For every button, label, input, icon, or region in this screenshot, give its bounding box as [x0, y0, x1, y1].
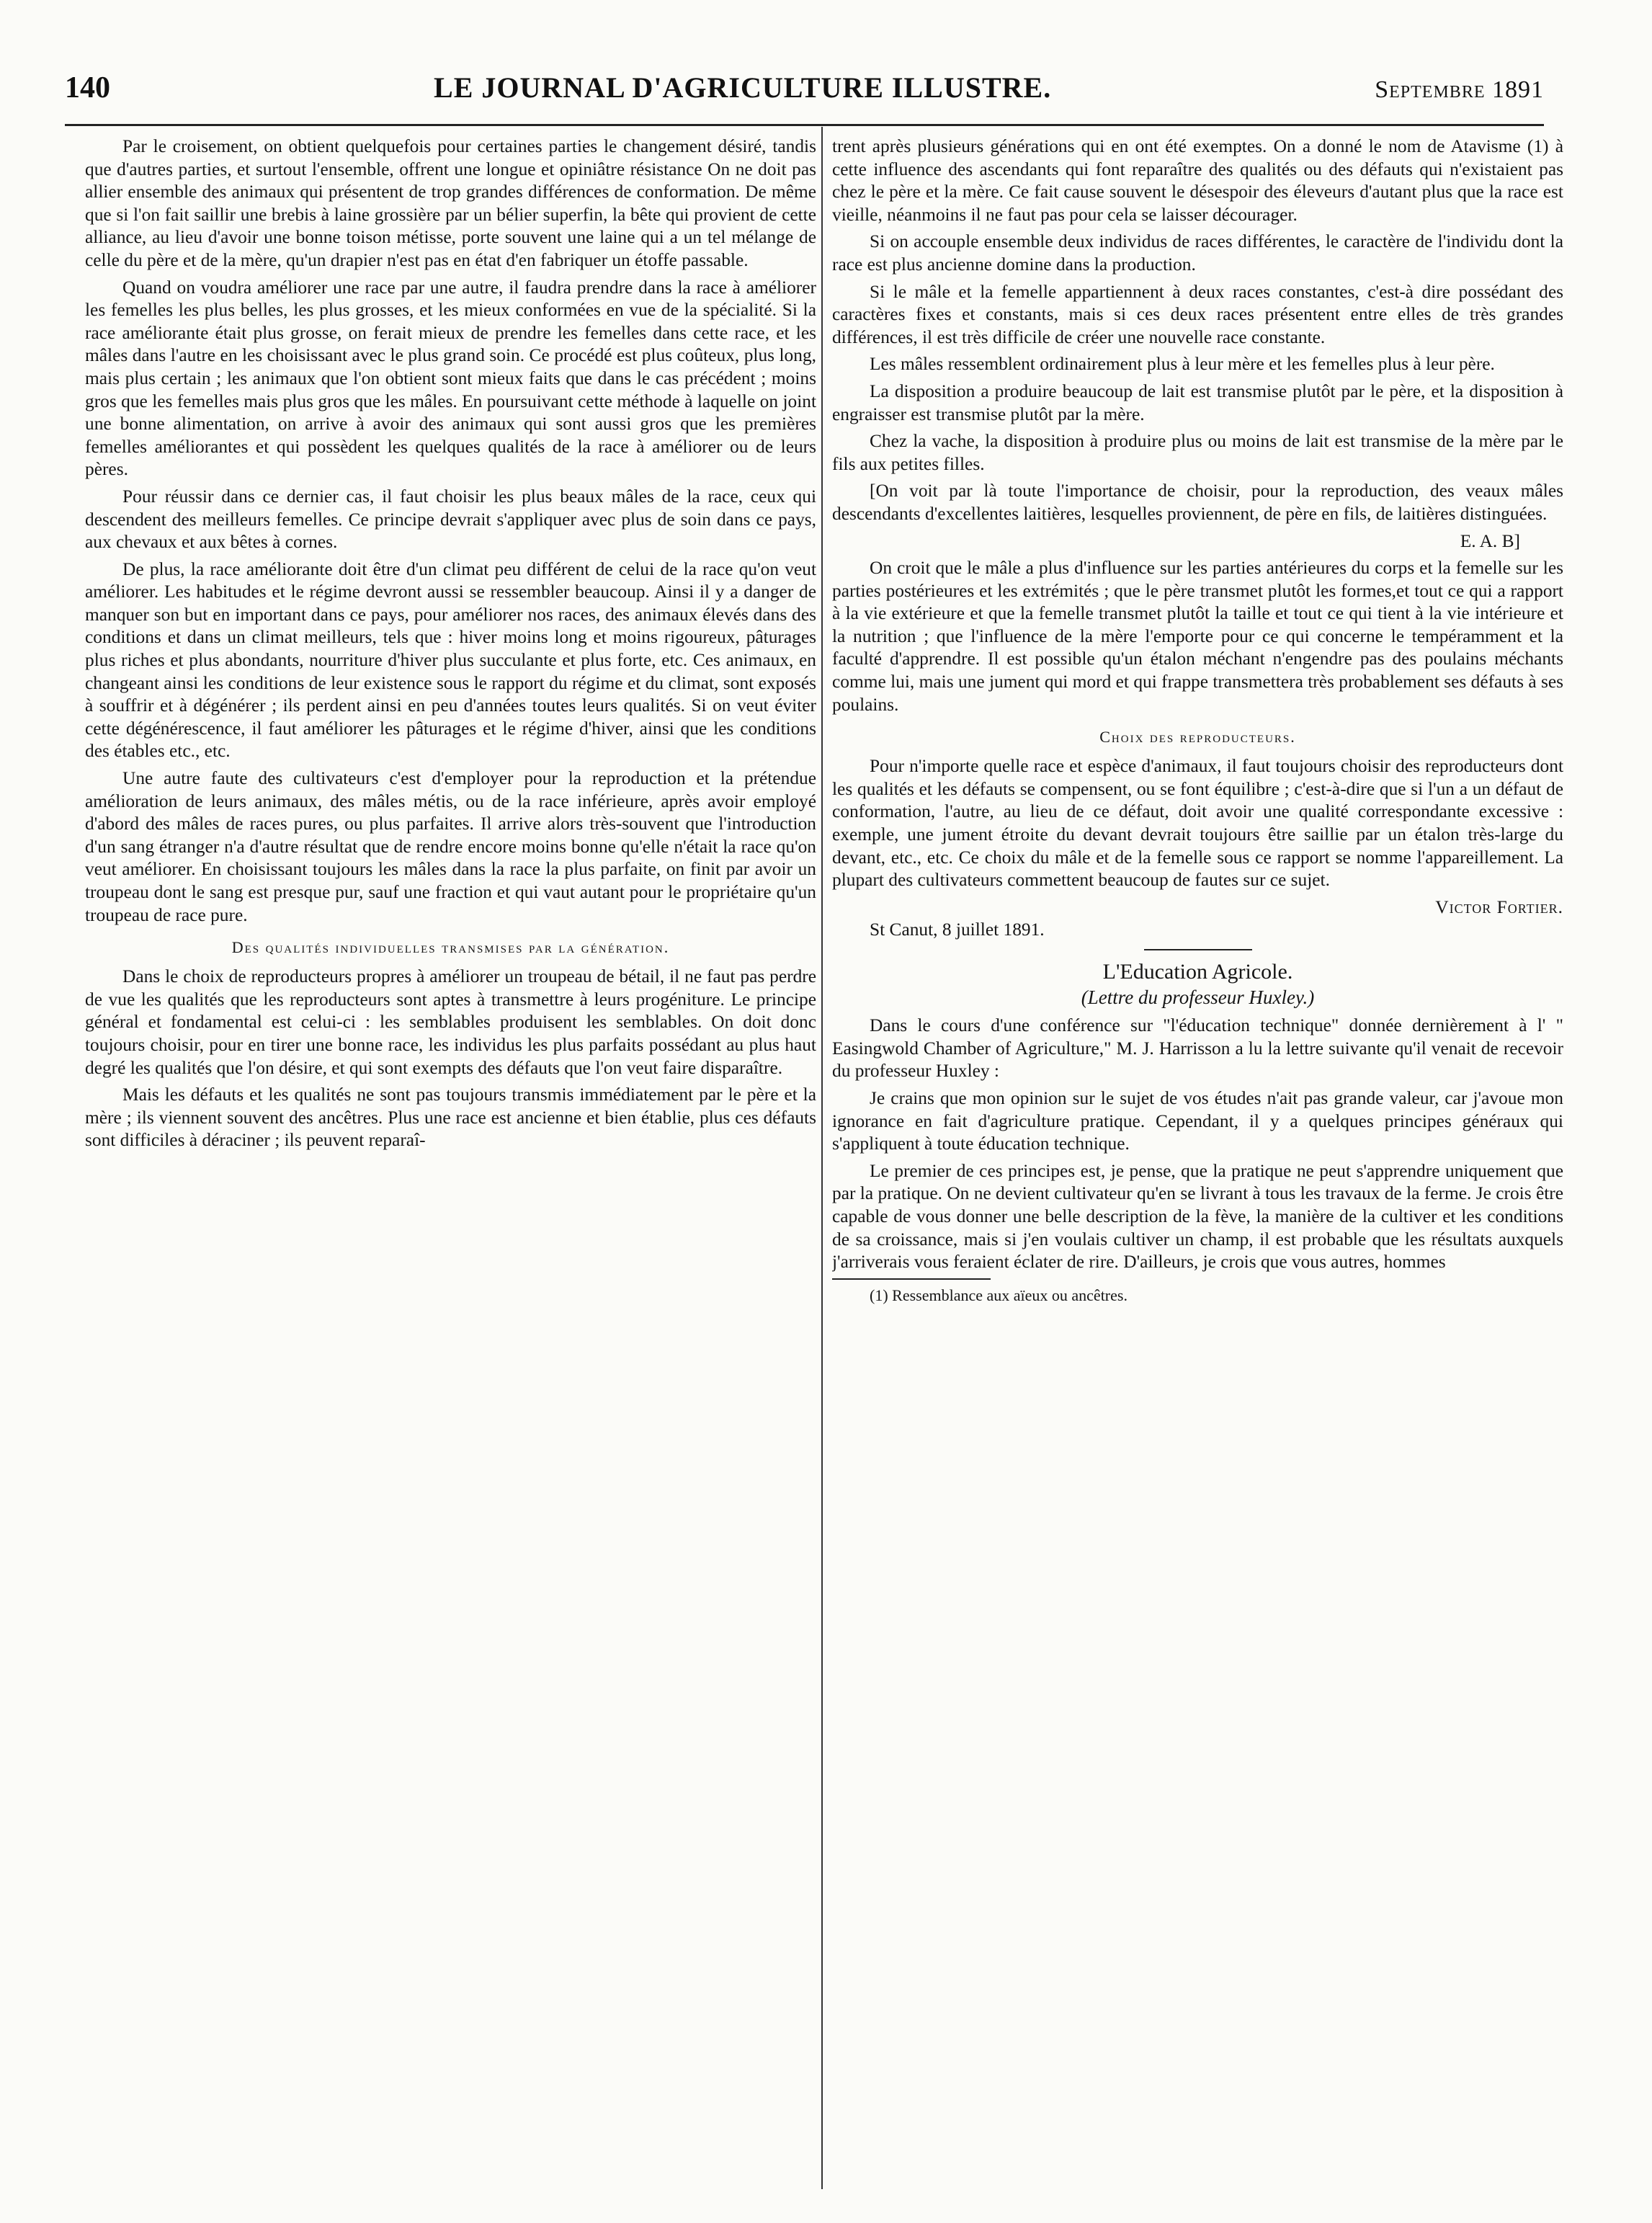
article-title: L'Education Agricole.	[1102, 960, 1293, 984]
signature-line	[832, 896, 1563, 919]
issue-date: Septembre 1891	[1375, 76, 1544, 103]
paragraph: Pour n'importe quelle race et espèce d'animaux, il faut toujours choisir des reproducteurs dont les qualités et les défauts se compensent, ou se font équilibre ; c'est-à-dire que si l'un a un défaut de conformation, l'autre, au lieu de ce défaut, doit avoir une qualité correspondante excessive : exemple, une jument étroite du devant devrait toujours être saillie par un étalon très-large du devant, etc., etc. Ce choix du mâle et de la femelle sous ce rapport se nomme l'appareillement. La plupart des cultivateurs commettent beaucoup de fautes sur ce sujet.	[832, 756, 1563, 891]
footnote: (1) Ressemblance aux aïeux ou ancêtres.	[870, 1286, 1128, 1304]
editor-note: [On voit par là toute l'importance de choisir, pour la reproduction, des veaux mâles descendants d'excellentes laitières, lesquelles proviennent, de père en fils, de laitières distinguées.	[832, 481, 1563, 524]
paragraph: La disposition a produire beaucoup de lait est transmise plutôt par le père, et la disposition à engraisser est transmise plutôt par la mère.	[832, 380, 1563, 424]
left-column	[85, 135, 816, 2189]
paragraph: Dans le cours d'une conférence sur "l'éducation technique" donnée dernièrement à l' " Easingwold Chamber of Agriculture," M. J. Harrisson a lu la lettre suivante qu'il venait de recevoir du professeur Huxley :	[832, 1015, 1563, 1082]
paragraph: Mais les défauts et les qualités ne sont pas toujours transmis immédiatement par le père et la mère ; ils viennent souvent des ancêtres. Plus une race est ancienne et bien établie, plus ces défauts sont difficiles à déraciner ; ils peuvent reparaî-	[85, 1084, 816, 1151]
section-heading: Choix des reproducteurs.	[1099, 728, 1296, 747]
column-divider	[821, 127, 823, 2189]
paragraph: Les mâles ressemblent ordinairement plus à leur mère et les femelles plus à leur père.	[870, 354, 1495, 375]
paragraph: Dans le choix de reproducteurs propres à améliorer un troupeau de bétail, il ne faut pas perdre de vue les qualités que les reproducteurs sont aptes à transmettre à leurs progéniture. Le principe général et fondamental est celui-ci : les semblables produisent les semblables. On doit donc toujours choisir, pour en tirer une bonne race, les individus les plus parfaits possédant au plus haut degré les qualités que l'on désire, et qui sont exempts des défauts que l'on veut faire disparaître.	[85, 966, 816, 1078]
paragraph: trent après plusieurs générations qui en ont été exemptes. On a donné le nom de Atavisme (1) à cette influence des ascendants qui font reparaître des qualités ou des défauts qui n'existaient pas chez le père et la mère. Ce fait cause souvent le désespoir des éleveurs d'autant plus que la race est vieille, néanmoins il ne faut pas pour cela se laisser décourager.	[832, 136, 1563, 225]
journal-title: LE JOURNAL D'AGRICULTURE ILLUSTRE.	[434, 71, 1052, 104]
author-signature: Victor Fortier.	[1435, 896, 1563, 917]
article-subtitle: (Lettre du professeur Huxley.)	[1081, 986, 1315, 1008]
paragraph: Si le mâle et la femelle appartiennent à deux races constantes, c'est-à dire possédant des caractères fixes et constants, mais si ces deux races présentent entre elles de très grandes différences, il est très difficile de créer une nouvelle race constante.	[832, 281, 1563, 347]
page-number: 140	[65, 71, 110, 104]
paragraph: Chez la vache, la disposition à produire plus ou moins de lait est transmise de la mère par le fils aux petites filles.	[832, 431, 1563, 474]
footnote-rule	[832, 1278, 991, 1280]
editor-initials: E. A. B]	[1460, 530, 1520, 551]
paragraph: Une autre faute des cultivateurs c'est d'employer pour la reproduction et la prétendue amélioration de leurs animaux, des mâles métis, ou de la race inférieure, après avoir employé d'abord des mâles de races pures, ou plus parfaites. Il arrive alors très-souvent que l'introduction d'un sang étranger n'a d'autre résultat que de rendre encore moins bonne qu'elle n'était la race qu'on veut améliorer. En choisissant toujours les mâles dans la race la plus parfaite, on finit par avoir un troupeau dont le sang est presque pur, sauf une fraction et qui vaut autant pour le propriétaire qu'un troupeau de race pure.	[85, 768, 816, 925]
paragraph: On croit que le mâle a plus d'influence sur les parties antérieures du corps et la femelle sur les parties postérieures et les extrémités ; que le père transmet plutôt les formes,et tout ce qui a rapport à la vie extérieure et que la femelle transmet plutôt la taille et tout ce qui tient à la vie intérieure et la nutrition ; que l'influence de la mère l'emporte pour ce qui concerne le tempéramment et la faculté d'apprendre. Il est possible qu'un étalon méchant n'engendre pas des poulains méchants comme lui, mais une jument qui mord et qui frappe transmettera très probablement ses défauts à ses poulains.	[832, 558, 1563, 715]
header-rule	[65, 124, 1544, 126]
paragraph: Quand on voudra améliorer une race par une autre, il faudra prendre dans la race à améliorer les femelles les plus belles, les plus grosses, et les mieux conformées en vue de la spécialité. Si la race améliorante était plus grosse, on ferait mieux de prendre les femelles dans cette race, et les mâles dans l'autre en les choisissant avec le plus grand soin. Ce procédé est plus coûteux, plus long, mais plus certain ; les animaux que l'on obtient sont mieux faits que dans le cas précédent ; moins gros que les femelles mais plus gros que les mâles. En poursuivant cette méthode à laquelle on joint une bonne alimentation, on arrive à avoir des animaux qui sont aussi gros que les premières femelles améliorantes et qui possèdent les quelques qualités de la race à améliorer ou de leurs pères.	[85, 277, 816, 480]
right-column	[832, 135, 1563, 2189]
paragraph: Par le croisement, on obtient quelquefois pour certaines parties le changement désiré, tandis que d'autres parties, et surtout l'ensemble, offrent une longue et opiniâtre résistance On ne doit pas allier ensemble des animaux qui présentent de trop grandes différences de conformation. De même que si l'on fait saillir une brebis à laine grossière par un bélier superfin, la bête qui provient de cette alliance, au lieu d'avoir une bonne toison métisse, porte souvent une laine qui a un tel mélange de celle du père et de la mère, qu'un drapier n'est pas en état d'en fabriquer un étoffe passable.	[85, 136, 816, 270]
page-header	[65, 71, 1544, 121]
dateline: St Canut, 8 juillet 1891.	[870, 919, 1045, 940]
section-heading: Des qualités individuelles transmises par la génération.	[231, 938, 670, 957]
paragraph: Pour réussir dans ce dernier cas, il faut choisir les plus beaux mâles de la race, ceux qui descendent des meilleurs femelles. Ce principe devrait s'appliquer avec plus de soin dans ce pays, aux chevaux et aux bêtes à cornes.	[85, 486, 816, 553]
paragraph: Le premier de ces principes est, je pense, que la pratique ne peut s'apprendre uniquement que par la pratique. On ne devient cultivateur qu'en se livrant à tous les travaux de la ferme. Je crois être capable de vous donner une belle description de la fève, la manière de la cultiver et les conditions de sa croissance, mais si j'en voulais cultiver un champ, il est probable que les résultats auxquels j'arriverais vous feraient éclater de rire. D'ailleurs, je crois que vous autres, hommes	[832, 1160, 1563, 1273]
paragraph: Je crains que mon opinion sur le sujet de vos études n'ait pas grande valeur, car j'avoue mon ignorance en fait d'agriculture pratique. Cependant, il y a quelques principes généraux qui s'appliquent à toute éducation technique.	[832, 1087, 1563, 1154]
paragraph: Si on accouple ensemble deux individus de races différentes, le caractère de l'individu dont la race est plus ancienne domine dans la production.	[832, 231, 1563, 275]
paragraph: De plus, la race améliorante doit être d'un climat peu différent de celui de la race qu'on veut améliorer. Les habitudes et le régime devront aussi se ressembler beaucoup. Ainsi il y a danger de manquer son but en important dans ce pays, pour améliorer nos races, des animaux élevés dans des conditions et dans un climat meilleurs, tels que : hiver moins long et moins rigoureux, pâturages plus riches et plus abondants, nourriture d'hiver plus succulante et plus forte, etc. Ces animaux, en changeant ainsi les conditions de leur existence sous le rapport du régime et du climat, sont exposés à souffrir et à dégénérer ; ils perdent ainsi en peu d'années toutes leurs qualités. Si on veut éviter cette dégénérescence, il faut améliorer les pâturages et le régime d'hiver, ainsi que les conditions des étables etc., etc.	[85, 558, 816, 762]
separator-rule	[1144, 949, 1252, 950]
